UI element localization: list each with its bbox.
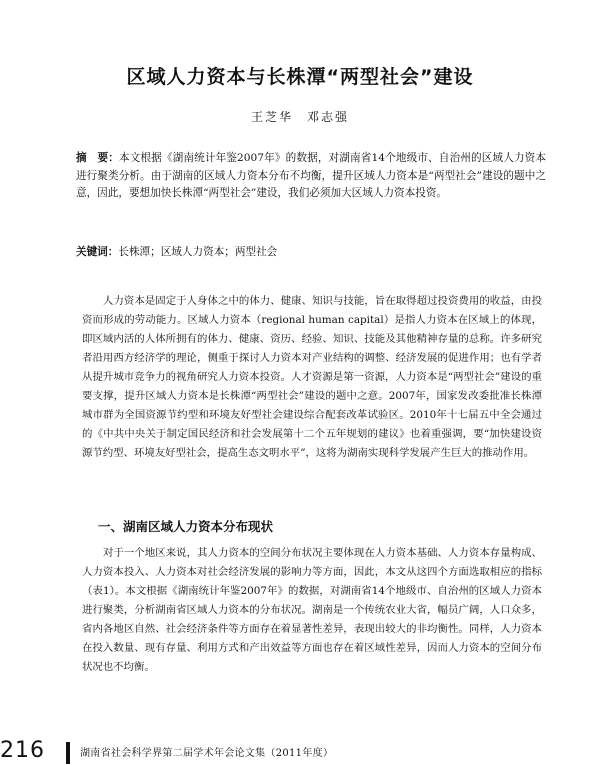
section-1-body [82,544,542,677]
paper-title: 区域人力资本与长株潭“两型社会”建设 [126,66,474,88]
journal-name: 湖南省社会科学界第二届学术年会论文集（2011年度） [80,748,334,759]
section-1-heading: 一、湖南区域人力资本分布现状 [98,519,274,534]
intro-section [82,292,542,463]
paper-authors: 王芝华 邓志强 [250,110,349,124]
abstract [76,150,546,203]
page-number: 216 [0,738,45,763]
keywords-label: 关键词： [76,246,119,258]
page-footer [0,736,600,765]
intro-paragraph: 人力资本是固定于人身体之中的体力、健康、知识与技能，旨在取得超过投资费用的收益，由投资而形成的劳动能力。区域人力资本（regional human capital）是指人力资本在区域上的体现，即区域内活的人体所拥有的体力、健康、资历、经验、知识、技能及其他精神存量的总称。许多研究者沿用西方经济学的理论，侧重于探讨人力资本对产业结构的调整、经济发展的促进作用；也有学者从提升城市竞争力的视角研究人力资本投资。人才资源是第一资源，人力资本是“两型社会”建设的重要支撑，提升区域人力资本是长株潭“两型社会”建设的题中之意。2007年，国家发改委批准长株潭城市群为全国资源节约型和环境友好型社会建设综合配套改革试验区。2010年十七届五中全会通过的《中共中央关于制定国民经济和社会发展第十二个五年规划的建议》也着重强调，要“加快建设资源节约型、环境友好型社会，提高生态文明水平”，这将为湖南实现科学发展产生巨大的推动作用。 [82,295,542,459]
keywords [76,244,546,261]
keywords-text: 长株潭；区域人力资本；两型社会 [118,246,278,258]
abstract-label: 摘 要： [76,152,119,164]
footer-divider-bar [66,742,70,764]
abstract-text: 本文根据《湖南统计年鉴2007年》的数据，对湖南省14个地级市、自治州的区域人力资本进行聚类分析。由于湖南的区域人力资本分布不均衡，提升区域人力资本是“两型社会”建设的题中之意，因此，要想加快长株潭“两型社会”建设，我们必须加大区域人力资本投资。 [76,152,547,199]
section-1-paragraph: 对于一个地区来说，其人力资本的空间分布状况主要体现在人力资本基础、人力资本存量构成、人力资本投入、人力资本对社会经济发展的影响力等方面，因此，本文从这四个方面选取相应的指标（表1）。本文根据《湖南统计年鉴2007年》的数据，对湖南省14个地级市、自治州的区域人力资本进行聚类，分析湖南省区域人力资本的分布状况。湖南是一个传统农业大省，幅员广阔，人口众多，省内各地区自然、社会经济条件等方面存在着显著性差异，表现出较大的非均衡性。同样，人力资本在投入数量、现有存量、利用方式和产出效益等方面也存在着区域性差异，因而人力资本的空间分布状况也不均衡。 [82,547,542,673]
